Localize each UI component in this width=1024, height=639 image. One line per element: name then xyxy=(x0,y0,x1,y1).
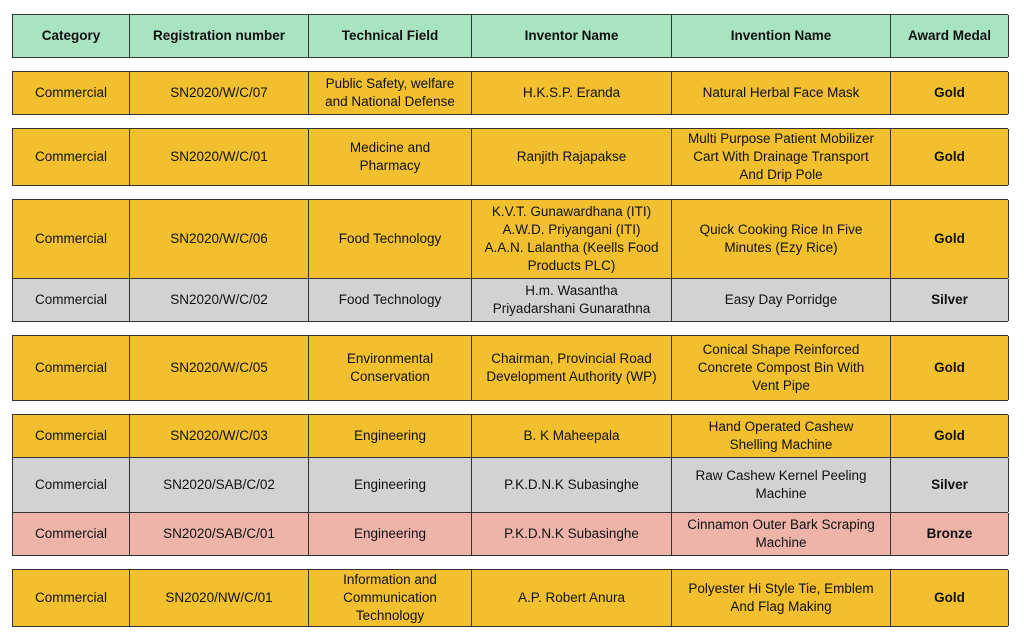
cell-category: Commercial xyxy=(13,129,130,185)
cell-registration: SN2020/W/C/02 xyxy=(130,279,309,321)
group-spacer xyxy=(12,322,1008,335)
cell-medal: Gold xyxy=(891,415,1009,457)
group-spacer xyxy=(12,401,1008,414)
cell-category: Commercial xyxy=(13,336,130,400)
cell-technical-field: Information and Communication Technology xyxy=(309,570,472,626)
cell-invention: Raw Cashew Kernel Peeling Machine xyxy=(672,458,891,512)
cell-medal: Silver xyxy=(891,279,1009,321)
header-technical-field: Technical Field xyxy=(309,15,472,57)
cell-registration: SN2020/SAB/C/01 xyxy=(130,513,309,555)
cell-medal: Gold xyxy=(891,570,1009,626)
cell-technical-field: Engineering xyxy=(309,458,472,512)
cell-technical-field: Engineering xyxy=(309,415,472,457)
cell-technical-field: Food Technology xyxy=(309,279,472,321)
cell-category: Commercial xyxy=(13,570,130,626)
cell-category: Commercial xyxy=(13,200,130,278)
cell-category: Commercial xyxy=(13,513,130,555)
table-row xyxy=(12,569,1008,627)
cell-technical-field: Environmental Conservation xyxy=(309,336,472,400)
cell-category: Commercial xyxy=(13,415,130,457)
cell-inventor: Chairman, Provincial Road Development Authority (WP) xyxy=(472,336,672,400)
cell-invention: Easy Day Porridge xyxy=(672,279,891,321)
cell-invention: Hand Operated Cashew Shelling Machine xyxy=(672,415,891,457)
cell-medal: Gold xyxy=(891,72,1009,114)
cell-inventor: A.P. Robert Anura xyxy=(472,570,672,626)
cell-category: Commercial xyxy=(13,72,130,114)
cell-technical-field: Medicine and Pharmacy xyxy=(309,129,472,185)
header-award-medal: Award Medal xyxy=(891,15,1009,57)
cell-invention: Quick Cooking Rice In Five Minutes (Ezy Rice) xyxy=(672,200,891,278)
header-invention-name: Invention Name xyxy=(672,15,891,57)
header-group xyxy=(12,14,1008,58)
header-inventor-name: Inventor Name xyxy=(472,15,672,57)
cell-inventor: H.K.S.P. Eranda xyxy=(472,72,672,114)
cell-registration: SN2020/SAB/C/02 xyxy=(130,458,309,512)
cell-category: Commercial xyxy=(13,279,130,321)
cell-registration: SN2020/W/C/07 xyxy=(130,72,309,114)
cell-invention: Polyester Hi Style Tie, Emblem And Flag Making xyxy=(672,570,891,626)
cell-inventor: H.m. Wasantha Priyadarshani Gunarathna xyxy=(472,279,672,321)
cell-inventor: B. K Maheepala xyxy=(472,415,672,457)
header-category: Category xyxy=(13,15,130,57)
cell-inventor: K.V.T. Gunawardhana (ITI) A.W.D. Priyangani (ITI) A.A.N. Lalantha (Keells Food Products PLC) xyxy=(472,200,672,278)
cell-medal: Gold xyxy=(891,129,1009,185)
header-row xyxy=(12,14,1008,58)
cell-registration: SN2020/W/C/06 xyxy=(130,200,309,278)
table-group xyxy=(12,335,1008,401)
cell-registration: SN2020/W/C/01 xyxy=(130,129,309,185)
cell-invention: Natural Herbal Face Mask xyxy=(672,72,891,114)
cell-medal: Gold xyxy=(891,200,1009,278)
cell-registration: SN2020/W/C/03 xyxy=(130,415,309,457)
cell-invention: Cinnamon Outer Bark Scraping Machine xyxy=(672,513,891,555)
table-row xyxy=(12,128,1008,186)
cell-technical-field: Engineering xyxy=(309,513,472,555)
table-row xyxy=(12,278,1008,322)
cell-category: Commercial xyxy=(13,458,130,512)
table-body xyxy=(12,58,1008,627)
table-row xyxy=(12,199,1008,278)
cell-medal: Gold xyxy=(891,336,1009,400)
table-row xyxy=(12,71,1008,115)
award-table xyxy=(12,14,1008,627)
table-row xyxy=(12,414,1008,457)
cell-medal: Silver xyxy=(891,458,1009,512)
cell-inventor: P.K.D.N.K Subasinghe xyxy=(472,458,672,512)
group-spacer xyxy=(12,556,1008,569)
cell-invention: Multi Purpose Patient Mobilizer Cart With Drainage Transport And Drip Pole xyxy=(672,129,891,185)
group-spacer xyxy=(12,186,1008,199)
table-group xyxy=(12,128,1008,186)
table-group xyxy=(12,199,1008,322)
cell-technical-field: Food Technology xyxy=(309,200,472,278)
cell-medal: Bronze xyxy=(891,513,1009,555)
group-spacer xyxy=(12,115,1008,128)
table-row xyxy=(12,457,1008,512)
table-group xyxy=(12,569,1008,627)
cell-registration: SN2020/NW/C/01 xyxy=(130,570,309,626)
table-row xyxy=(12,512,1008,556)
cell-invention: Conical Shape Reinforced Concrete Compost Bin With Vent Pipe xyxy=(672,336,891,400)
cell-inventor: Ranjith Rajapakse xyxy=(472,129,672,185)
cell-technical-field: Public Safety, welfare and National Defense xyxy=(309,72,472,114)
header-registration-number: Registration number xyxy=(130,15,309,57)
table-group xyxy=(12,71,1008,115)
cell-inventor: P.K.D.N.K Subasinghe xyxy=(472,513,672,555)
cell-registration: SN2020/W/C/05 xyxy=(130,336,309,400)
group-spacer xyxy=(12,58,1008,71)
table-row xyxy=(12,335,1008,401)
table-group xyxy=(12,414,1008,556)
